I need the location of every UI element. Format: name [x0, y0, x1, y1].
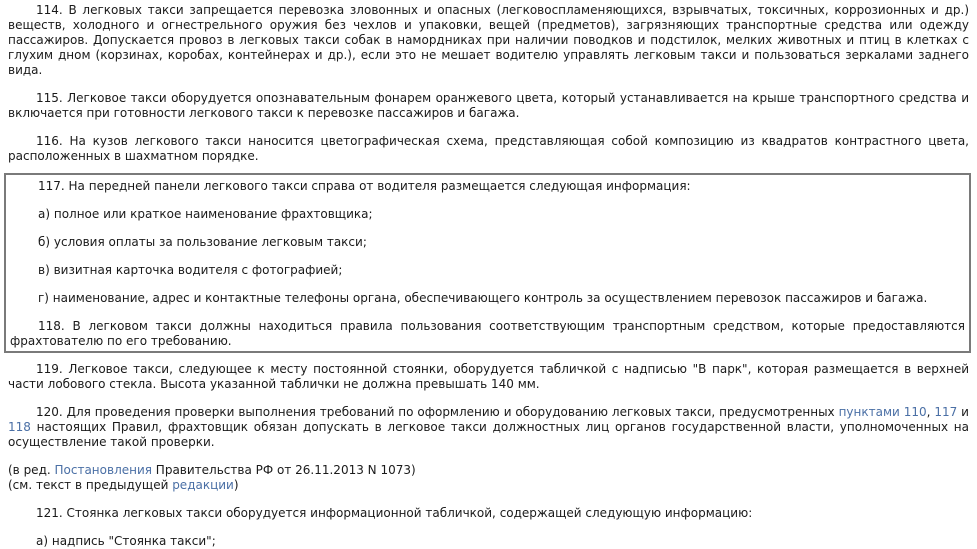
see-previous-note — [8, 478, 969, 493]
paragraph-120-sep-2: и — [957, 405, 969, 419]
highlighted-section — [4, 173, 971, 353]
paragraph-121: 121. Стоянка легковых такси оборудуется информационной табличкой, содержащей следующую информацию: — [36, 506, 753, 520]
paragraph-117: 117. На передней панели легкового такси справа от водителя размещается следующая информация: — [38, 179, 691, 193]
paragraph-120-text-before: 120. Для проведения проверки выполнения требований по оформлению и оборудованию легковых такси, предусмотренных — [36, 405, 839, 419]
link-decree[interactable]: Постановления — [54, 463, 152, 477]
paragraph-117-a: а) полное или краткое наименование фрахтовщика; — [38, 207, 373, 221]
paragraph-120-sep-1: , — [926, 405, 935, 419]
paragraph-117-d: г) наименование, адрес и контактные телефоны органа, обеспечивающего контроль за осуществлением перевозок пассажиров и багажа. — [38, 291, 928, 305]
paragraph-117-b: б) условия оплаты за пользование легковым такси; — [38, 235, 367, 249]
paragraph-114: 114. В легковых такси запрещается перевозка зловонных и опасных (легковоспламеняющихся, взрывчатых, токсичных, коррозионных и др.) веществ, холодного и огнестрельного оружия без чехлов и упаковки, вещей (предметов), загрязняющих транспортные средства или одежду пассажиров. Допускается провоз в легковых такси собак в намордниках при наличии поводков и подстилок, мелких животных и птиц в клетках с глухим дном (корзинах, коробах, контейнерах и др.), если это не мешает водителю управлять легковым такси и пользоваться зеркалами заднего вида. — [8, 3, 969, 77]
edition-note — [8, 463, 969, 478]
paragraph-119: 119. Легковое такси, следующее к месту постоянной стоянки, оборудуется табличкой с надписью "В парк", которая размещается в верхней части лобового стекла. Высота указанной таблички не должна превышать 140 мм. — [8, 362, 969, 391]
paragraph-118: 118. В легковом такси должны находиться правила пользования соответствующим транспортным средством, которые предоставляются фрахтователю по его требованию. — [10, 319, 965, 348]
paragraph-115: 115. Легковое такси оборудуется опознавательным фонарем оранжевого цвета, который устанавливается на крыше транспортного средства и включается при готовности легкового такси к перевозке пассажиров и багажа. — [8, 91, 969, 120]
paragraph-116: 116. На кузов легкового такси наносится цветографическая схема, представляющая собой композицию из квадратов контрастного цвета, расположенных в шахматном порядке. — [8, 134, 969, 163]
paragraph-121-a: а) надпись "Стоянка такси"; — [36, 534, 216, 548]
paragraph-120 — [8, 405, 969, 450]
edition-note-prefix: (в ред. — [8, 463, 55, 477]
link-point-117[interactable]: 117 — [934, 405, 958, 419]
paragraph-120-text-after: настоящих Правил, фрахтовщик обязан допускать в легковое такси должностных лиц органов государственной власти, уполномоченных на осуществление такой проверки. — [8, 420, 969, 449]
see-note-prefix: (см. текст в предыдущей — [8, 478, 173, 492]
link-point-118[interactable]: 118 — [8, 420, 31, 434]
edition-note-suffix: Правительства РФ от 26.11.2013 N 1073) — [151, 463, 416, 477]
see-note-suffix: ) — [233, 478, 239, 492]
paragraph-117-c: в) визитная карточка водителя с фотографией; — [38, 263, 343, 277]
link-previous-edition[interactable]: редакции — [172, 478, 234, 492]
link-point-110[interactable]: пунктами 110 — [838, 405, 927, 419]
